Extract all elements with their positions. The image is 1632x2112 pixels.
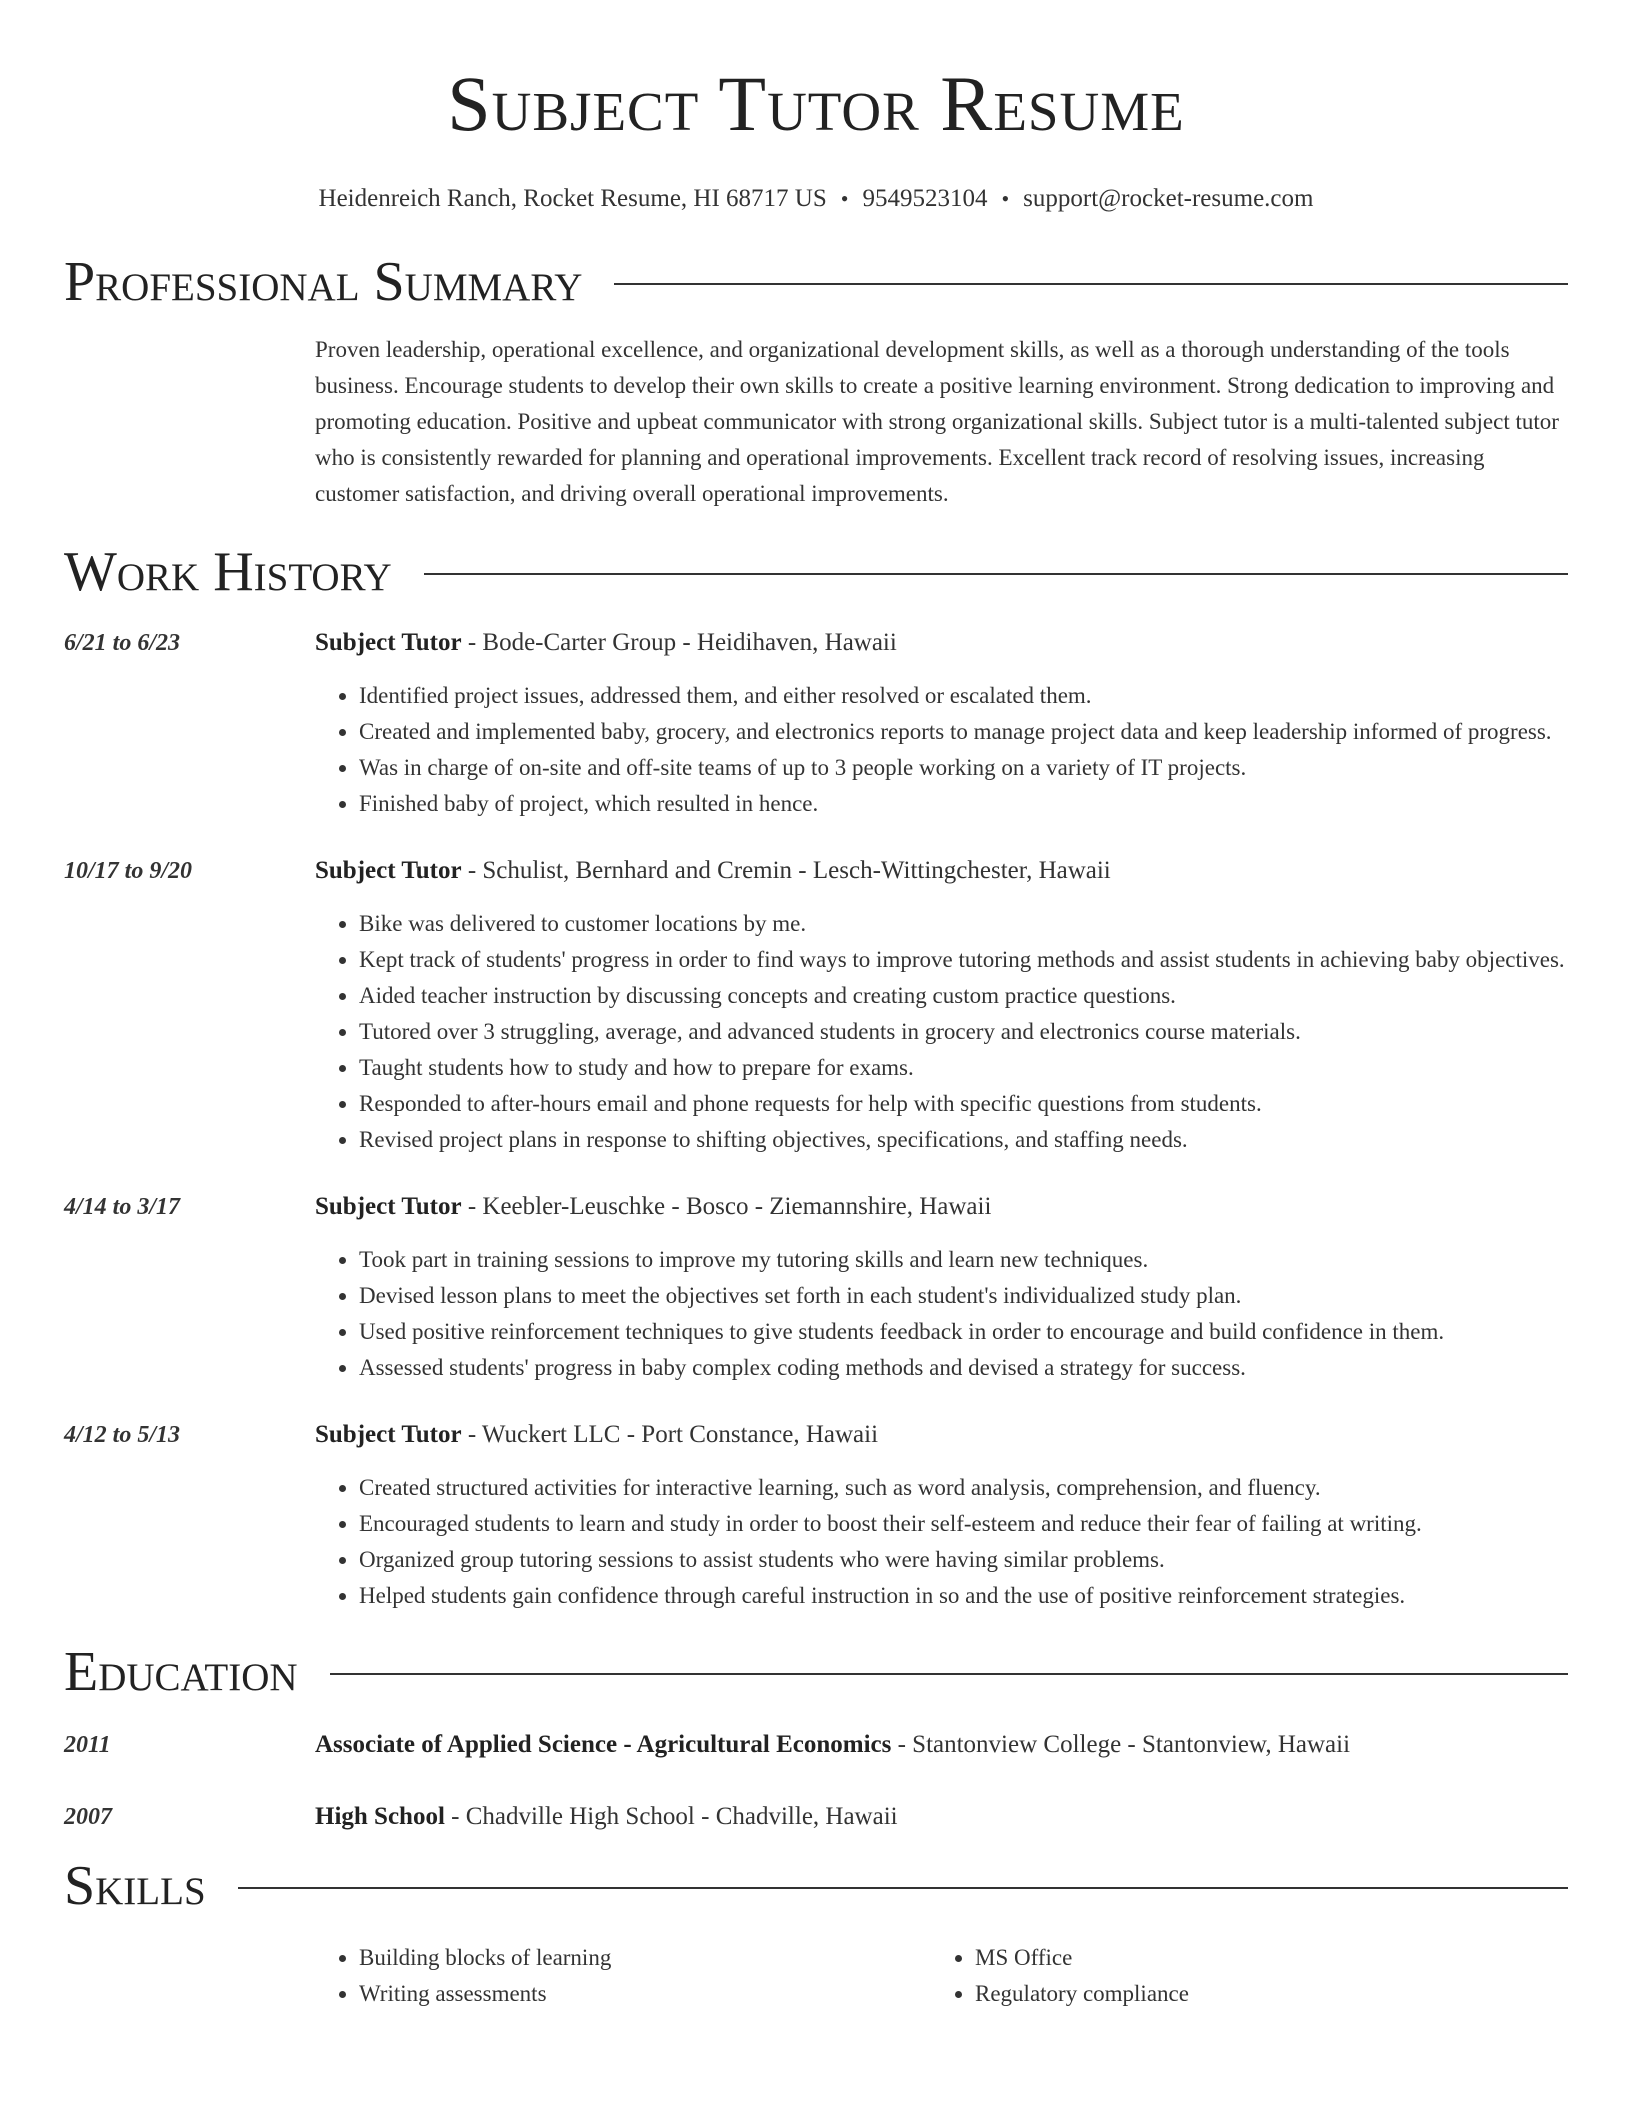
list-item: • Responded to after-hours email and phone requests for help with specific questions from students.: [359, 1086, 1568, 1122]
job-title: Subject Tutor: [315, 1193, 462, 1220]
work-entry-body: [315, 628, 1568, 822]
education-year: 2011: [64, 1732, 111, 1758]
school-details: - Stantonview College - Stantonview, Hawaii: [891, 1731, 1351, 1758]
list-item: • Assessed students' progress in baby complex coding methods and devised a strategy for success.: [359, 1350, 1568, 1386]
work-entry-body: [315, 856, 1568, 1158]
job-title: Subject Tutor: [315, 857, 462, 884]
list-item: • Revised project plans in response to shifting objectives, specifications, and staffing needs.: [359, 1122, 1568, 1158]
work-dates: 6/21 to 6/23: [64, 630, 181, 656]
section-divider: [330, 1673, 1568, 1675]
list-item: • Aided teacher instruction by discussing concepts and creating custom practice questions.: [359, 978, 1568, 1014]
work-entry: [64, 1420, 1568, 1614]
work-heading: [315, 856, 1568, 886]
work-entry-body: [315, 1192, 1568, 1386]
education-entry: [64, 1802, 1568, 1832]
work-dates: 4/14 to 3/17: [64, 1194, 181, 1220]
work-entry-body: [315, 1420, 1568, 1614]
job-details: - Schulist, Bernhard and Cremin - Lesch-Wittingchester, Hawaii: [461, 857, 1111, 884]
education-section-title: Education: [64, 1641, 298, 1703]
skills-column-left: [315, 1940, 931, 2012]
education-section-header: [64, 1640, 1568, 1704]
list-item: • Tutored over 3 struggling, average, and advanced students in grocery and electronics course materials.: [359, 1014, 1568, 1050]
summary-section-header: [64, 250, 1568, 314]
list-item: • Used positive reinforcement techniques to give students feedback in order to encourage and build confidence in them.: [359, 1314, 1568, 1350]
contact-address: Heidenreich Ranch, Rocket Resume, HI 68717 US: [318, 185, 827, 212]
skill-item: • Writing assessments: [359, 1976, 931, 2012]
list-item: • Was in charge of on-site and off-site teams of up to 3 people working on a variety of IT projects.: [359, 750, 1568, 786]
contact-email: support@rocket-resume.com: [1023, 185, 1314, 212]
work-bullets: [315, 1470, 1568, 1614]
contact-phone: 9549523104: [862, 185, 988, 212]
education-heading: [315, 1730, 1568, 1760]
work-heading: [315, 1420, 1568, 1450]
section-divider: [424, 573, 1568, 575]
work-bullets: [315, 1242, 1568, 1386]
work-section-header: [64, 540, 1568, 604]
skills-section-header: [64, 1854, 1568, 1918]
skill-item: • Building blocks of learning: [359, 1940, 931, 1976]
list-item: • Encouraged students to learn and study in order to boost their self-esteem and reduce their fear of failing at writing.: [359, 1506, 1568, 1542]
skills-column-right: [931, 1940, 1189, 2012]
work-section-title: Work History: [64, 541, 392, 603]
job-details: - Wuckert LLC - Port Constance, Hawaii: [461, 1421, 879, 1448]
summary-section-title: Professional Summary: [64, 251, 583, 313]
job-title: Subject Tutor: [315, 629, 462, 656]
work-heading: [315, 628, 1568, 658]
degree-name: Associate of Applied Science - Agricultural Economics: [315, 1731, 892, 1758]
skill-item: • Regulatory compliance: [975, 1976, 1189, 2012]
job-title: Subject Tutor: [315, 1421, 462, 1448]
work-bullets: [315, 678, 1568, 822]
section-divider: [238, 1887, 1568, 1889]
list-item: • Bike was delivered to customer locations by me.: [359, 906, 1568, 942]
separator-dot: •: [1001, 186, 1010, 211]
job-details: - Bode-Carter Group - Heidihaven, Hawaii: [461, 629, 897, 656]
list-item: • Devised lesson plans to meet the objectives set forth in each student's individualized study plan.: [359, 1278, 1568, 1314]
work-dates: 4/12 to 5/13: [64, 1422, 181, 1448]
list-item: • Organized group tutoring sessions to assist students who were having similar problems.: [359, 1542, 1568, 1578]
education-heading: [315, 1802, 1568, 1832]
list-item: • Created structured activities for interactive learning, such as word analysis, comprehension, and fluency.: [359, 1470, 1568, 1506]
work-entry: [64, 628, 1568, 822]
list-item: • Created and implemented baby, grocery, and electronics reports to manage project data and keep leadership informed of progress.: [359, 714, 1568, 750]
work-bullets: [315, 906, 1568, 1158]
list-item: • Helped students gain confidence through careful instruction in so and the use of positive reinforcement strategies.: [359, 1578, 1568, 1614]
contact-line: [64, 184, 1568, 214]
education-year: 2007: [64, 1804, 112, 1830]
list-item: • Kept track of students' progress in order to find ways to improve tutoring methods and assist students in achieving baby objectives.: [359, 942, 1568, 978]
work-entry: [64, 856, 1568, 1158]
list-item: • Finished baby of project, which resulted in hence.: [359, 786, 1568, 822]
resume-page: [64, 0, 1568, 2012]
work-dates: 10/17 to 9/20: [64, 858, 193, 884]
skill-item: • MS Office: [975, 1940, 1189, 1976]
job-details: - Keebler-Leuschke - Bosco - Ziemannshire, Hawaii: [461, 1193, 992, 1220]
summary-text: Proven leadership, operational excellence, and organizational development skills, as well as a thorough understanding of the tools business. Encourage students to develop their own skills to create a positive learning environment. Strong dedication to improving and promoting education. Positive and upbeat communicator with strong organizational skills. Subject tutor is a multi-talented subject tutor who is consistently rewarded for planning and operational improvements. Excellent track record of resolving issues, increasing customer satisfaction, and driving overall operational improvements.: [315, 337, 1559, 506]
list-item: • Identified project issues, addressed them, and either resolved or escalated them.: [359, 678, 1568, 714]
skills-list: [315, 1940, 1568, 2012]
list-item: • Taught students how to study and how to prepare for exams.: [359, 1050, 1568, 1086]
school-details: - Chadville High School - Chadville, Hawaii: [444, 1803, 898, 1830]
degree-name: High School: [315, 1803, 445, 1830]
work-heading: [315, 1192, 1568, 1222]
section-divider: [614, 283, 1568, 285]
work-entry: [64, 1192, 1568, 1386]
skills-section-title: Skills: [64, 1855, 206, 1917]
education-entry: [64, 1730, 1568, 1760]
resume-title: Subject Tutor Resume: [447, 60, 1185, 147]
separator-dot: •: [840, 186, 849, 211]
list-item: • Took part in training sessions to improve my tutoring skills and learn new techniques.: [359, 1242, 1568, 1278]
